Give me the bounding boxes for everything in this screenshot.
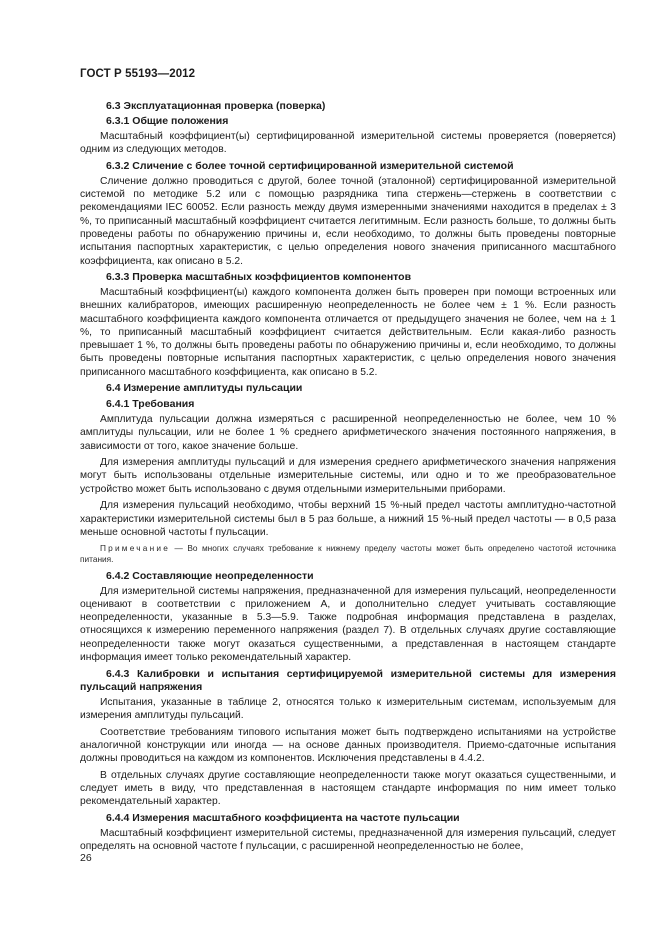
paragraph: Испытания, указанные в таблице 2, относятся только к измерительным системам, используемым для измерения амплитуды пульсаций. — [80, 696, 616, 722]
paragraph: Масштабный коэффициент(ы) сертифицированной измерительной системы проверяется (поверяется) одним из следующих методов. — [80, 131, 616, 156]
document-header: ГОСТ Р 55193—2012 — [80, 68, 196, 80]
paragraph: Масштабный коэффициент(ы) каждого компонента должен быть проверен при помощи встроенных или внешних калибраторов, имеющих расширенную неопределенность не более чем ± 1 %. Если разность масштабного коэффициента каждого компонента отличается от предыдущего значения не более, чем на ± 1 %, то приписанный масштабный коэффициент считается действительным. Если какая-либо разность превышает 1 %, то должны быть проведены работы по обнаружению причины и, если необходимо, то должны быть проведены повторные испытания паспортных характеристик, с целью определения нового значения приписанного масштабного коэффициента, как описано в 5.2. — [80, 286, 616, 378]
document-body — [80, 97, 616, 857]
section-heading: 6.3 Эксплуатационная проверка (поверка) — [106, 99, 326, 112]
section-heading: 6.3.2 Сличение с более точной сертифицированной измерительной системой — [106, 159, 514, 172]
paragraph: Для измерения пульсаций необходимо, чтобы верхний 15 %-ный предел частоты амплитудно-частотной характеристики измерительной системы был в 5 раз больше, а нижний 15 %-ный предел частоты — в 0,5 раза меньше основной частоты f пульсации. — [80, 500, 616, 538]
section-heading: 6.3.1 Общие положения — [106, 115, 229, 128]
section-heading: 6.3.3 Проверка масштабных коэффициентов компонентов — [106, 271, 412, 284]
paragraph: Амплитуда пульсации должна измеряться с расширенной неопределенностью не более, чем 10 % амплитуды пульсации, или не более 1 % среднего арифметического значения постоянного напряжения, в зависимости от того, какое значение больше. — [80, 413, 616, 452]
paragraph: В отдельных случаях другие составляющие неопределенности также могут оказаться существенными, и следует иметь в виду, что представленная в настоящем стандарте информация по ним имеет только рекомендательный характер. — [80, 769, 616, 808]
section-heading: 6.4.2 Составляющие неопределенности — [106, 569, 314, 582]
section-heading: 6.4.4 Измерения масштабного коэффициента на частоте пульсации — [106, 812, 460, 825]
note-label: Примечание — [100, 543, 171, 554]
page-number: 26 — [80, 852, 92, 864]
section-heading: 6.4 Измерение амплитуды пульсации — [106, 382, 303, 395]
section-heading: 6.4.3 Калибровки и испытания сертифицируемой измерительной системы для измерения пульсаций напряжения — [80, 667, 616, 693]
paragraph: Соответствие требованиям типового испытания может быть подтверждено испытаниями на устройстве аналогичной конструкции или иногда — на основе данных производителя. Приемо-сдаточные испытания должны проводиться на каждом из компонентов. Исключения представлены в 4.4.2. — [80, 726, 616, 765]
paragraph: Для измерительной системы напряжения, предназначенной для измерения пульсаций, неопределенности оценивают в соответствии с приложением А, и дополнительно следует учитывать составляющие неопределенности, указанные в 5.3—5.9. Также подробная информация представлена в разделах, относящихся к измерению переменного напряжения (раздел 7). В отдельных случаях другие составляющие неопределенности также могут оказаться существенными, а представленная в настоящем стандарте информация имеет только рекомендательный характер. — [80, 585, 616, 664]
paragraph: Масштабный коэффициент измерительной системы, предназначенной для измерения пульсаций, следует определять на основной частоте f пульсации, с расширенной неопределенностью не более, — [80, 827, 616, 853]
paragraph: Для измерения амплитуды пульсаций и для измерения среднего арифметического значения напряжения могут быть использованы отдельные измерительные системы, или одно и то же преобразовательное устройство может быть использовано с двумя отдельными измерительными приборами. — [80, 457, 616, 495]
note — [80, 543, 616, 565]
paragraph: Сличение должно проводиться с другой, более точной (эталонной) сертифицированной измерительной системой по методике 5.2 или с помощью разрядника типа стержень—стержень в соответствии с рекомендациями IEC 60052. Если разность между двумя измеренными значениями находится в пределах ± 3 %, то приписанный масштабный коэффициент считается легитимным. Если разность больше, то должны быть проведены работы по обнаружению причины и, если необходимо, то должны быть проведены повторные испытания паспортных характеристик, с целью определения нового значения приписанного масштабного коэффициента, как описано в 5.2. — [80, 175, 616, 267]
note-text: — Во многих случаях требование к нижнему пределу частоты может быть определено частотой источника питания. — [80, 543, 616, 564]
section-heading: 6.4.1 Требования — [106, 398, 195, 411]
